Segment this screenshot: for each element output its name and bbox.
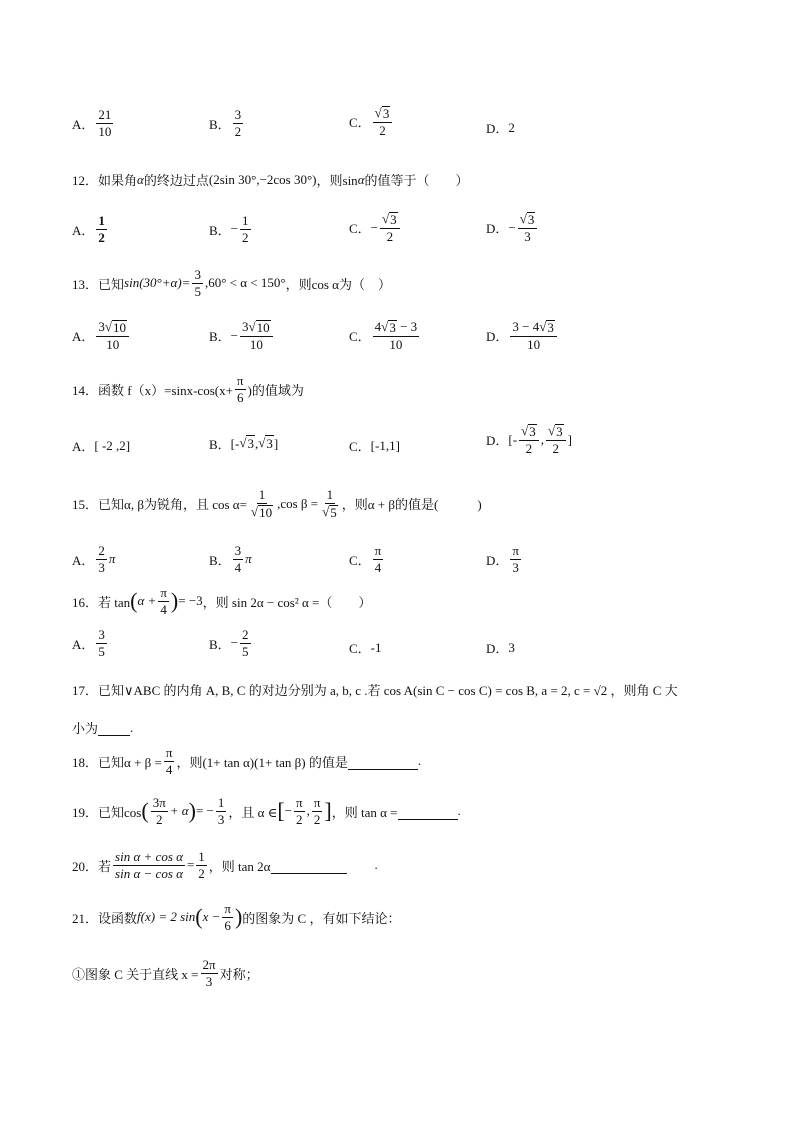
fraction: $\frac{\pi}{3}$ bbox=[512, 543, 519, 575]
q16-option-c: C． -1 bbox=[349, 639, 382, 656]
question-16: 16． 若 tan ( α + $\frac{\pi}{4}$ ) = −3 ，则 sin 2α − cos² α =（ ） bbox=[72, 585, 372, 617]
question-19: 19． 已知cos ( $\frac{3\pi}{2}$ + α ) = − $\frac{1}{3}$ ，且 α ∈ [ − $\frac{\pi}{2}$ , $\frac{\pi}{2}$ ] ，则 tan α = . bbox=[72, 795, 461, 827]
fraction: $\frac{3}{5}$ bbox=[194, 267, 201, 299]
fraction: $\frac{1}{3}$ bbox=[217, 795, 225, 827]
question-13: 13． 已知 sin(30°+α)= $\frac{3}{5}$ ,60° < α < 150° ，则cos α为（ ） bbox=[72, 267, 391, 299]
q12-option-a: A． $\frac{1}{2}$ bbox=[72, 213, 105, 245]
question-18: 18． 已知α + β = $\frac{\pi}{4}$ ，则(1+ tan α)(1+ tan β) 的值是 . bbox=[72, 745, 422, 777]
fraction: √ 3 2 bbox=[519, 424, 539, 455]
fraction: 3 √ 10 10 bbox=[240, 320, 273, 351]
fraction: √ 3 3 bbox=[518, 212, 538, 243]
question-21-item-1: ①图象 C 关于直线 x = $\frac{2\pi}{3}$ 对称； bbox=[72, 957, 259, 989]
answer-blank[interactable] bbox=[398, 803, 458, 820]
fraction: $\frac{\pi}{4}$ bbox=[165, 745, 173, 777]
q16-option-d: D． 3 bbox=[486, 639, 515, 656]
q15-option-b: B． $\frac{3}{4}$ π bbox=[209, 543, 252, 575]
question-17-line-2: 小为 . bbox=[72, 719, 134, 736]
question-12: 12． 如果角 α 的终边过点 (2sin 30°,−2cos 30°) ，则sin α 的值等于（ ） bbox=[72, 171, 469, 188]
fraction: $\frac{\pi}{6}$ bbox=[224, 901, 231, 933]
fraction: $\frac{\text{sin α + cos α}}{\text{sin α − cos α}}$ bbox=[115, 849, 183, 881]
fraction: $\frac{3}{2}$ bbox=[234, 107, 242, 139]
q15-option-d: D． $\frac{\pi}{3}$ bbox=[486, 543, 519, 575]
fraction: $\frac{1}{2}$ bbox=[242, 213, 249, 245]
answer-blank[interactable] bbox=[98, 719, 130, 736]
fraction: $\frac{1}{2}$ bbox=[98, 213, 105, 245]
q12-option-c: C． − √ 3 2 bbox=[349, 212, 402, 243]
q13-option-b: B． − 3 √ 10 10 bbox=[209, 320, 275, 351]
fraction: 1 √ 10 bbox=[250, 487, 273, 520]
q13-option-d: D． 3 − 4 √ 3 10 bbox=[486, 320, 559, 351]
q16-option-a: A． $\frac{3}{5}$ bbox=[72, 627, 105, 659]
q16-option-b: B． − $\frac{2}{5}$ bbox=[209, 627, 249, 659]
answer-blank[interactable] bbox=[348, 753, 418, 770]
fraction: √ 3 2 bbox=[373, 106, 393, 137]
question-21: 21． 设函数 f(x) = 2 sin ( x − $\frac{\pi}{6}$ ) 的图象为 C ，有如下结论： bbox=[72, 901, 401, 933]
q11-option-a: A． $\frac{21}{10}$ bbox=[72, 107, 112, 139]
fraction: $\frac{2\pi}{3}$ bbox=[202, 957, 216, 989]
q11-option-c: C． √ 3 2 bbox=[349, 106, 394, 137]
fraction: 1 √ 5 bbox=[322, 487, 337, 520]
fraction: $\frac{3}{5}$ bbox=[98, 627, 105, 659]
fraction: $\frac{\pi}{2}$ bbox=[295, 795, 303, 827]
fraction: √ 3 2 bbox=[546, 424, 566, 455]
fraction: $\frac{21}{10}$ bbox=[98, 107, 112, 139]
q13-option-a: A． 3 √ 10 10 bbox=[72, 320, 131, 351]
q12-option-d: D． − √ 3 3 bbox=[486, 212, 539, 243]
q11-option-b: B． $\frac{3}{2}$ bbox=[209, 107, 242, 139]
fraction: 4 √ 3 − 3 10 bbox=[374, 319, 418, 352]
fraction: $\frac{\pi}{2}$ bbox=[313, 795, 321, 827]
fraction: 3 √ 10 10 bbox=[96, 320, 129, 351]
question-20: 20． 若 $\frac{\text{sin α + cos α}}{\text{sin α − cos α}}$ = $\frac{1}{2}$ ，则 tan 2α . bbox=[72, 849, 378, 881]
q14-option-b: B． [- √ 3 , √ 3 ] bbox=[209, 435, 279, 452]
fraction: 3 − 4 √ 3 10 bbox=[510, 320, 556, 351]
q11-option-d: D． 2 bbox=[486, 119, 515, 136]
q15-option-a: A． $\frac{2}{3}$ π bbox=[72, 543, 116, 575]
fraction: $\frac{\pi}{4}$ bbox=[374, 543, 382, 575]
answer-blank[interactable] bbox=[271, 857, 347, 874]
fraction: $\frac{2}{5}$ bbox=[242, 627, 249, 659]
fraction: $\frac{3\pi}{2}$ bbox=[152, 795, 166, 827]
fraction: $\frac{\pi}{6}$ bbox=[236, 373, 244, 405]
question-15: 15． 已知α, β为锐角，且 cos α= 1 √ 10 ,cos β = 1 √ 5 ，则α + β的值是( ) bbox=[72, 487, 482, 520]
question-17-line-1: 17．已知∨ABC 的内角 A, B, C 的对边分别为 a, b, c .若 cos A(sin C − cos C) = cos B, a = 2, c = √2 ，则角 C 大 bbox=[72, 683, 678, 698]
q13-option-c: C． 4 √ 3 − 3 10 bbox=[349, 319, 418, 352]
question-14: 14． 函数 f（x）=sinx-cos(x+ $\frac{\pi}{6}$ )的值域为 bbox=[72, 373, 304, 405]
fraction: $\frac{3}{4}$ bbox=[234, 543, 242, 575]
fraction: √ 3 2 bbox=[380, 212, 400, 243]
fraction: $\frac{\pi}{4}$ bbox=[160, 585, 167, 617]
q12-option-b: B． − $\frac{1}{2}$ bbox=[209, 213, 249, 245]
q14-option-d: D． [- √ 3 2 , √ 3 2 ] bbox=[486, 423, 572, 456]
q15-option-c: C． $\frac{\pi}{4}$ bbox=[349, 543, 382, 575]
fraction: $\frac{2}{3}$ bbox=[98, 543, 105, 575]
q14-option-a: A． [ -2 ,2] bbox=[72, 437, 131, 454]
fraction: $\frac{1}{2}$ bbox=[198, 849, 205, 881]
q14-option-c: C． [-1,1] bbox=[349, 437, 400, 454]
